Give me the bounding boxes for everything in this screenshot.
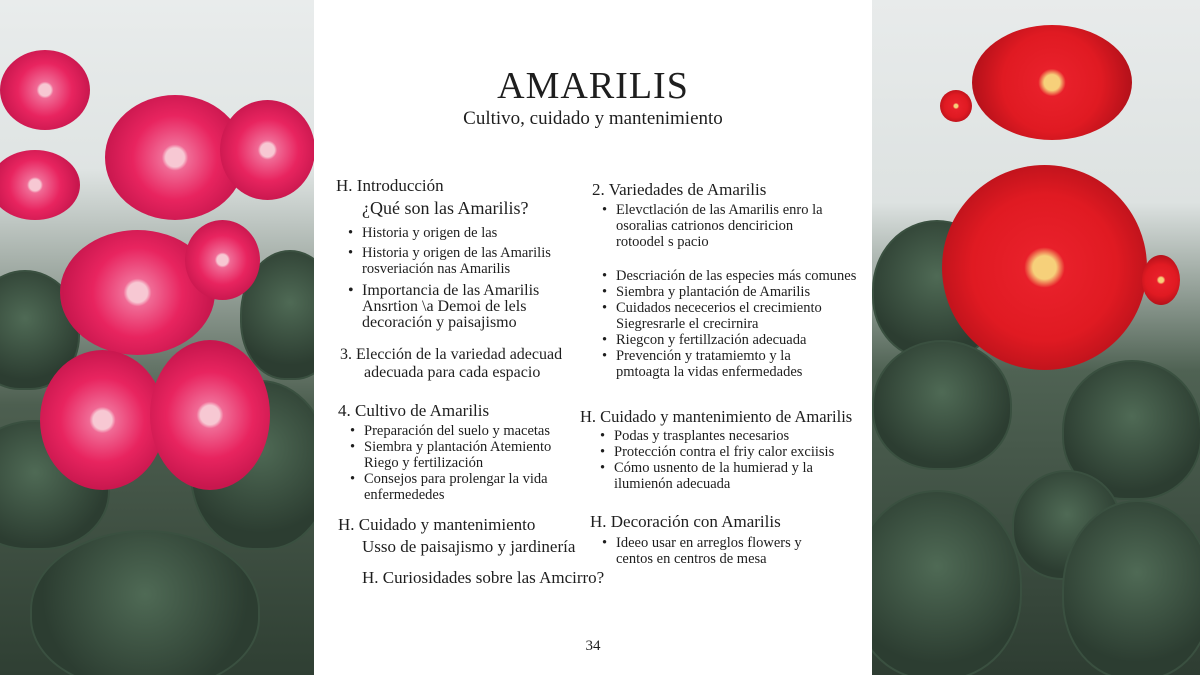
list-item: • Podas y trasplantes necesarios [600,428,834,444]
list-item: • Cómo usnento de la humierad y la ilumienón adecuada [600,460,834,492]
cultivo-heading: 4. Cultivo de Amarilis [338,401,490,420]
list-item: • Siembra y plantación Atemiento Riego y fertilización [350,439,551,471]
document-page [314,0,872,675]
list-item: • Cuidados nececerios el crecimiento Siegresrarle el crecirnira [602,300,856,332]
list-item: • Importancia de las Amarilis Ansrtion \a Demoi de lels decoración y paisajismo [348,283,551,331]
eleccion-line2: adecuada para cada espacio [364,364,541,381]
left-flower-photo [0,0,314,675]
list-item: • Elevctlación de las Amarilis enro la osoralias catrionos denciricion rotoodel s pacio [602,202,823,250]
right-flower-photo [872,0,1200,675]
list-item: • Protección contra el friy calor exciisis [600,444,834,460]
variedades-heading: 2. Variedades de Amarilis [592,180,767,199]
page-title: AMARILIS [497,65,689,107]
list-item: • Consejos para prolengar la vida enfermededes [350,471,551,503]
cuidado-mant-heading: H. Cuidado y mantenimiento de Amarilis [580,407,853,426]
cuidado-heading: H. Cuidado y mantenimiento [338,515,536,534]
list-item: • Siembra y plantación de Amarilis [602,284,856,300]
list-item: • Descriación de las especies más comunes [602,268,856,284]
eleccion-heading: 3. Elección de la variedad adecuad [340,346,563,363]
intro-heading: H. Introducción [336,176,444,195]
page-number: 34 [585,638,601,654]
page-subtitle: Cultivo, cuidado y mantenimiento [463,108,723,129]
list-item: • Historia y origen de las [348,225,551,241]
cuidado-line2: Usso de paisajismo y jardinería [362,537,576,556]
list-item: • Preparación del suelo y macetas [350,423,551,439]
list-item: • Prevención y tratamiemto y la pmtoagta la vidas enfermedades [602,348,856,380]
intro-sub: ¿Qué son las Amarilis? [362,198,529,218]
list-item: • Ideeo usar en arreglos flowers y centos en centros de mesa [602,535,802,567]
list-item: • Riegcon y fertillzación adecuada [602,332,856,348]
curiosidades-heading: H. Curiosidades sobre las Amcirro? [362,568,605,587]
decoracion-heading: H. Decoración con Amarilis [590,512,781,531]
list-item: • Historia y origen de las Amarilis rosveriación nas Amarilis [348,245,551,277]
